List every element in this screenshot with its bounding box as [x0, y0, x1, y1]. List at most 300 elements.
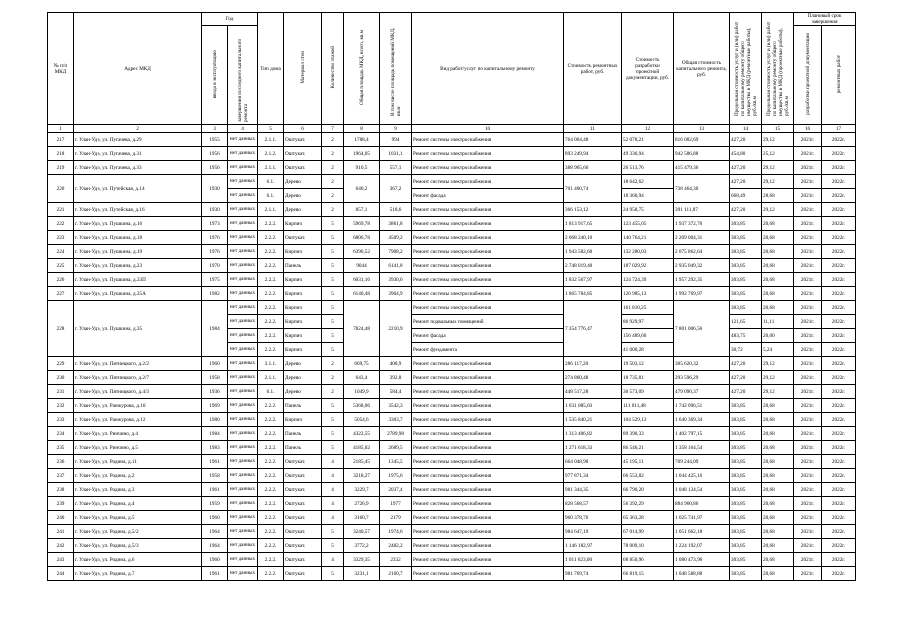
cell-t: 2.2.2. — [258, 539, 284, 553]
cell-f: 5 — [322, 259, 344, 273]
cell-l1: 303,85 — [730, 511, 762, 525]
cell-a2: 557,1 — [380, 161, 412, 175]
cell-c2: 65 363,28 — [622, 511, 674, 525]
cell-w: Ремонт системы электроснабжения — [412, 301, 564, 315]
cell-c3: 1 048 134,54 — [674, 483, 730, 497]
cell-a2: 2179 — [380, 511, 412, 525]
cell-l1: 427,20 — [730, 175, 762, 189]
cell-a1: 857,1 — [344, 203, 380, 217]
table-row — [48, 413, 856, 427]
cell-a2: 1977 — [380, 497, 412, 511]
cell-p2: 2022г. — [822, 147, 856, 161]
cell-f: 2 — [322, 133, 344, 147]
table-row — [48, 525, 856, 539]
cell-l2: 11,11 — [762, 315, 794, 329]
cell-l2: 20,68 — [762, 511, 794, 525]
cell-l2: 20,68 — [762, 273, 794, 287]
cell-f: 4 — [322, 511, 344, 525]
cell-l1: 303,85 — [730, 245, 762, 259]
cell-c1: 1 813 917,65 — [564, 217, 622, 231]
cell-n: 227 — [48, 287, 74, 301]
cell-a2: 408,9 — [380, 357, 412, 371]
cell-p1: 2021г. — [794, 385, 822, 399]
cell-p1: 2021г. — [794, 315, 822, 329]
cell-t: 2.2.2. — [258, 511, 284, 525]
cell-m: Оштукат. — [284, 567, 322, 581]
column-number: 7 — [322, 125, 344, 133]
cell-addr: г. Улан-Удэ, ул. Родина, д.5 — [74, 511, 202, 525]
cell-y2: нет данных — [228, 301, 258, 315]
cell-w: Ремонт системы электроснабжения — [412, 245, 564, 259]
cell-p2: 2022г. — [822, 413, 856, 427]
cell-f: 2 — [322, 189, 344, 203]
cell-w: Ремонт системы электроснабжения — [412, 217, 564, 231]
cell-p1: 2021г. — [794, 441, 822, 455]
cell-p2: 2022г. — [822, 525, 856, 539]
table-row — [48, 175, 856, 189]
column-number: 9 — [380, 125, 412, 133]
cell-addr: г. Улан-Удэ, ул. Родина, д.2 — [74, 469, 202, 483]
cell-y1: 1956 — [202, 147, 228, 161]
cell-c1: 274 860,48 — [564, 371, 622, 385]
cell-l2: 29,12 — [762, 175, 794, 189]
cell-a2: 3303,7 — [380, 413, 412, 427]
cell-m: Кирпич — [284, 301, 322, 315]
cell-c3: 942 586,88 — [674, 147, 730, 161]
cell-c2: 132 280,03 — [622, 245, 674, 259]
cell-f: 4 — [322, 553, 344, 567]
cell-c2: 18 360,94 — [622, 189, 674, 203]
cell-t: 2.1.1. — [258, 203, 284, 217]
cell-c2: 123 455,05 — [622, 217, 674, 231]
cell-t: 2.2.2. — [258, 245, 284, 259]
cell-c1: 701 460,74 — [564, 175, 622, 203]
cell-l2: 20,68 — [762, 441, 794, 455]
cell-m: Оштукат. — [284, 511, 322, 525]
cell-n: 236 — [48, 455, 74, 469]
cell-f: 4 — [322, 469, 344, 483]
cell-p1: 2021г. — [794, 329, 822, 343]
cell-a2: 3861,8 — [380, 217, 412, 231]
cell-c1: 981 769,74 — [564, 567, 622, 581]
cell-m: Дерево — [284, 385, 322, 399]
cell-l2: 28,68 — [762, 189, 794, 203]
cell-l1: 303,85 — [730, 301, 762, 315]
cell-w: Ремонт системы электроснабжения — [412, 371, 564, 385]
cell-p2: 2022г. — [822, 329, 856, 343]
cell-n: 241 — [48, 525, 74, 539]
cell-c2: 126 985,13 — [622, 287, 674, 301]
cell-p1: 2021г. — [794, 427, 822, 441]
cell-c2: 66 790,20 — [622, 483, 674, 497]
cell-a1: 4322,55 — [344, 427, 380, 441]
cell-f: 5 — [322, 301, 344, 315]
cell-l1: 303,85 — [730, 567, 762, 581]
column-number: 13 — [674, 125, 730, 133]
cell-addr: г. Улан-Удэ, ул. Пушкина, д.19 — [74, 245, 202, 259]
cell-p2: 2022г. — [822, 399, 856, 413]
cell-c1: 1 313 406,82 — [564, 427, 622, 441]
cell-c2: 187 029,92 — [622, 259, 674, 273]
header-year-built: ввода в эксплуатацию — [202, 26, 228, 125]
cell-c3: 7 801 006,56 — [674, 301, 730, 357]
cell-a1: 910,5 — [344, 161, 380, 175]
cell-w: Ремонт системы электроснабжения — [412, 203, 564, 217]
cell-c1: 1 865 784,85 — [564, 287, 622, 301]
cell-m: Оштукат. — [284, 539, 322, 553]
cell-l2: 20,68 — [762, 525, 794, 539]
cell-l2: 20,00 — [762, 329, 794, 343]
cell-y2: нет данных — [228, 497, 258, 511]
table-row — [48, 273, 856, 287]
cell-t: 6.1. — [258, 175, 284, 189]
cell-m: Панель — [284, 427, 322, 441]
cell-a2: 3904,9 — [380, 287, 412, 301]
cell-n: 235 — [48, 441, 74, 455]
cell-c2: 66 553,82 — [622, 469, 674, 483]
cell-w: Ремонт системы электроснабжения — [412, 497, 564, 511]
cell-a2: 1345,5 — [380, 455, 412, 469]
cell-c3: 884 960,86 — [674, 497, 730, 511]
cell-l1: 303,85 — [730, 441, 762, 455]
table-row — [48, 203, 856, 217]
cell-c3: 1 742 096,51 — [674, 399, 730, 413]
cell-y2: нет данных — [228, 539, 258, 553]
cell-n: 238 — [48, 483, 74, 497]
cell-c2: 78 009,10 — [622, 539, 674, 553]
cell-y2: нет данных — [228, 133, 258, 147]
cell-f: 4 — [322, 483, 344, 497]
cell-p2: 2022г. — [822, 259, 856, 273]
cell-p1: 2021г. — [794, 301, 822, 315]
cell-p1: 2021г. — [794, 287, 822, 301]
cell-a2: 2210,9 — [380, 301, 412, 357]
cell-l1: 303,85 — [730, 539, 762, 553]
cell-a2: 518,6 — [380, 203, 412, 217]
cell-c3: 1 044 425,16 — [674, 469, 730, 483]
cell-l2: 20,68 — [762, 567, 794, 581]
cell-n: 237 — [48, 469, 74, 483]
cell-p1: 2021г. — [794, 133, 822, 147]
cell-l2: 20,68 — [762, 399, 794, 413]
cell-a1: 669,75 — [344, 357, 380, 371]
cell-t: 2.2.2. — [258, 483, 284, 497]
cell-addr: г. Улан-Удэ, ул. Пугачева, д.31 — [74, 147, 202, 161]
cell-m: Оштукат. — [284, 483, 322, 497]
cell-p2: 2022г. — [822, 469, 856, 483]
cell-l2: 20,68 — [762, 469, 794, 483]
cell-l2: 29,12 — [762, 161, 794, 175]
cell-f: 2 — [322, 203, 344, 217]
cell-a1: 1049,9 — [344, 385, 380, 399]
cell-t: 2.2.2. — [258, 567, 284, 581]
cell-c2: 56 392,29 — [622, 497, 674, 511]
cell-c1: 2 068 240,10 — [564, 231, 622, 245]
cell-m: Оштукат. — [284, 231, 322, 245]
cell-c2: 156 489,60 — [622, 329, 674, 343]
cell-y1: 1958 — [202, 469, 228, 483]
column-number: 6 — [284, 125, 322, 133]
cell-y2: нет данных — [228, 273, 258, 287]
cell-f: 2 — [322, 371, 344, 385]
cell-y1: 1964 — [202, 525, 228, 539]
cell-c3: 2 209 004,31 — [674, 231, 730, 245]
cell-a2: 392,8 — [380, 371, 412, 385]
cell-a1: 3329,35 — [344, 553, 380, 567]
cell-w: Ремонт системы электроснабжения — [412, 525, 564, 539]
cell-m: Кирпич — [284, 273, 322, 287]
cell-c3: 1 048 588,88 — [674, 567, 730, 581]
cell-c1: 286 117,20 — [564, 357, 622, 371]
cell-c1: 664 048,98 — [564, 455, 622, 469]
cell-c3: 305 620,32 — [674, 357, 730, 371]
cell-n: 223 — [48, 231, 74, 245]
repair-table — [47, 12, 856, 581]
cell-p2: 2022г. — [822, 385, 856, 399]
cell-y1: 1975 — [202, 273, 228, 287]
cell-t: 2.2.2. — [258, 273, 284, 287]
cell-l2: 29,12 — [762, 133, 794, 147]
column-number: 1 — [48, 125, 74, 133]
cell-m: Оштукат. — [284, 497, 322, 511]
header-res-area: В том числе площадь помещений МКД, кв.м — [380, 13, 412, 125]
cell-c2: 68 850,96 — [622, 553, 674, 567]
cell-w: Ремонт системы электроснабжения — [412, 161, 564, 175]
cell-p2: 2022г. — [822, 175, 856, 189]
cell-t: 6.1. — [258, 385, 284, 399]
cell-c3: 1 957 292,35 — [674, 273, 730, 287]
cell-l2: 20,68 — [762, 455, 794, 469]
cell-addr: г. Улан-Удэ, ул. Ринчино, д.4 — [74, 427, 202, 441]
cell-t: 2.2.2. — [258, 329, 284, 343]
cell-addr: г. Улан-Удэ, ул. Путейская, д.14 — [74, 175, 202, 203]
cell-c1: 960 378,70 — [564, 511, 622, 525]
header-year-group: Год — [202, 13, 258, 26]
cell-t: 2.2.2. — [258, 553, 284, 567]
cell-y1: 1984 — [202, 301, 228, 357]
cell-l1: 303,85 — [730, 259, 762, 273]
cell-y1: 1960 — [202, 357, 228, 371]
cell-c1: 1 832 567,97 — [564, 273, 622, 287]
cell-t: 2.1.1. — [258, 133, 284, 147]
cell-c2: 26 513,76 — [622, 161, 674, 175]
cell-c3: 1 080 473,96 — [674, 553, 730, 567]
cell-n: 220 — [48, 175, 74, 203]
cell-a2: 367,2 — [380, 175, 412, 203]
cell-c1: 977 871,34 — [564, 469, 622, 483]
cell-m: Оштукат. — [284, 133, 322, 147]
cell-c3: 1 992 769,97 — [674, 287, 730, 301]
cell-c3: 2 075 862,64 — [674, 245, 730, 259]
cell-c1: 1 631 085,03 — [564, 399, 622, 413]
cell-a1: 2185,45 — [344, 455, 380, 469]
cell-c2: 66 819,15 — [622, 567, 674, 581]
table-row — [48, 469, 856, 483]
cell-y1: 1969 — [202, 399, 228, 413]
cell-a2: 1031,1 — [380, 147, 412, 161]
table-row — [48, 217, 856, 231]
cell-l2: 20,68 — [762, 245, 794, 259]
cell-c1: 893 249,94 — [564, 147, 622, 161]
cell-l2: 29,12 — [762, 203, 794, 217]
cell-addr: г. Улан-Удэ, ул. Ранжурова, д.12 — [74, 413, 202, 427]
cell-l1: 303,85 — [730, 525, 762, 539]
header-design-cost: Стоимость разработки проектной документации, руб. — [622, 13, 674, 125]
cell-p2: 2022г. — [822, 231, 856, 245]
cell-t: 2.2.2. — [258, 525, 284, 539]
cell-m: Панель — [284, 259, 322, 273]
cell-w: Ремонт системы электроснабжения — [412, 455, 564, 469]
cell-n: 240 — [48, 511, 74, 525]
table-row — [48, 441, 856, 455]
column-number: 14 — [730, 125, 762, 133]
cell-a1: 643,4 — [344, 371, 380, 385]
cell-a2: 994 — [380, 133, 412, 147]
table-row — [48, 427, 856, 441]
header-limit-design: Предельная стоимость услуг и (или) работ по капитальному ремонту общего имущества в МКД (проектные работы), руб./кв.м — [762, 13, 794, 125]
cell-l1: 427,20 — [730, 203, 762, 217]
cell-p1: 2021г. — [794, 497, 822, 511]
cell-y1: 1960 — [202, 553, 228, 567]
cell-p1: 2021г. — [794, 175, 822, 189]
cell-y2: нет данных — [228, 287, 258, 301]
cell-c1: 366 153,12 — [564, 203, 622, 217]
cell-w: Ремонт системы электроснабжения — [412, 133, 564, 147]
cell-y1: 1984 — [202, 427, 228, 441]
cell-f: 5 — [322, 245, 344, 259]
cell-l1: 303,85 — [730, 553, 762, 567]
cell-t: 2.2.2. — [258, 413, 284, 427]
cell-c1: 1 535 840,21 — [564, 413, 622, 427]
cell-f: 4 — [322, 455, 344, 469]
table-row — [48, 553, 856, 567]
cell-addr: г. Улан-Удэ, ул. Пугачева, д.29 — [74, 133, 202, 147]
cell-y1: 1961 — [202, 483, 228, 497]
cell-c3: 1 224 192,07 — [674, 539, 730, 553]
cell-addr: г. Улан-Удэ, ул. Родина, д.5/2 — [74, 525, 202, 539]
cell-y1: 1956 — [202, 161, 228, 175]
cell-m: Оштукат. — [284, 147, 322, 161]
cell-l1: 483,75 — [730, 329, 762, 343]
cell-a1: 3240,57 — [344, 525, 380, 539]
cell-a1: 3160,7 — [344, 511, 380, 525]
table-row — [48, 385, 856, 399]
cell-m: Дерево — [284, 371, 322, 385]
cell-y2: нет данных — [228, 469, 258, 483]
cell-f: 5 — [322, 539, 344, 553]
cell-t: 3.1.1. — [258, 357, 284, 371]
cell-l2: 25,12 — [762, 147, 794, 161]
cell-m: Дерево — [284, 189, 322, 203]
cell-a2: 2332 — [380, 553, 412, 567]
table-row — [48, 371, 856, 385]
cell-y2: нет данных — [228, 147, 258, 161]
cell-n: 219 — [48, 161, 74, 175]
cell-p2: 2022г. — [822, 357, 856, 371]
cell-n: 228 — [48, 301, 74, 357]
cell-a1: 640,2 — [344, 175, 380, 203]
cell-l2: 20,68 — [762, 539, 794, 553]
cell-l2: 29,12 — [762, 357, 794, 371]
column-number-row — [48, 125, 856, 133]
cell-p2: 2022г. — [822, 455, 856, 469]
cell-y2: нет данных — [228, 231, 258, 245]
cell-c3: 816 082,69 — [674, 133, 730, 147]
cell-c2: 67 014,99 — [622, 525, 674, 539]
cell-y1: 1930 — [202, 175, 228, 203]
cell-a2: 4509,2 — [380, 231, 412, 245]
cell-w: Ремонт системы электроснабжения — [412, 441, 564, 455]
cell-c2: 86 929,97 — [622, 315, 674, 329]
header-year-repair: завершения последнего капитального ремонта — [228, 26, 258, 125]
cell-y2: нет данных — [228, 371, 258, 385]
cell-a1: 3218,27 — [344, 469, 380, 483]
cell-a2: 1975,6 — [380, 469, 412, 483]
cell-c2: 104 529,13 — [622, 413, 674, 427]
cell-addr: г. Улан-Удэ, ул. Пятницкого, д.4/3 — [74, 385, 202, 399]
cell-n: 230 — [48, 371, 74, 385]
cell-p2: 2022г. — [822, 133, 856, 147]
cell-y1: 1970 — [202, 259, 228, 273]
cell-c1: 1 943 582,60 — [564, 245, 622, 259]
cell-addr: г. Улан-Удэ, ул. Пугачева, д.33 — [74, 161, 202, 175]
cell-w: Ремонт системы электроснабжения — [412, 427, 564, 441]
cell-a1: 1964,05 — [344, 147, 380, 161]
cell-l1: 303,85 — [730, 399, 762, 413]
cell-n: 221 — [48, 203, 74, 217]
cell-p1: 2021г. — [794, 245, 822, 259]
cell-c3: 415 479,36 — [674, 161, 730, 175]
cell-y2: нет данных — [228, 217, 258, 231]
header-work-type: Вид работ/услуг по капитальному ремонту — [412, 13, 564, 125]
cell-c2: 89 390,33 — [622, 427, 674, 441]
cell-l2: 20,68 — [762, 413, 794, 427]
cell-l2: 20,68 — [762, 217, 794, 231]
table-row — [48, 231, 856, 245]
cell-m: Кирпич — [284, 413, 322, 427]
cell-a1: 9044 — [344, 259, 380, 273]
cell-f: 5 — [322, 343, 344, 357]
cell-y1: 1983 — [202, 441, 228, 455]
column-number: 12 — [622, 125, 674, 133]
cell-f: 5 — [322, 231, 344, 245]
cell-p2: 2022г. — [822, 441, 856, 455]
cell-a2: 6141,8 — [380, 259, 412, 273]
cell-a2: 2689,5 — [380, 441, 412, 455]
cell-l1: 30,72 — [730, 343, 762, 357]
cell-c3: 2 935 049,32 — [674, 259, 730, 273]
header-total-area: Общая площадь МКД, всего, кв.м — [344, 13, 380, 125]
cell-m: Кирпич — [284, 287, 322, 301]
cell-p1: 2021г. — [794, 525, 822, 539]
cell-p2: 2022г. — [822, 301, 856, 315]
cell-addr: г. Улан-Удэ, ул. Ринчино, д.5 — [74, 441, 202, 455]
cell-y2: нет данных — [228, 203, 258, 217]
cell-c1: 1 271 618,33 — [564, 441, 622, 455]
table-row — [48, 567, 856, 581]
cell-c1: 2 748 019,40 — [564, 259, 622, 273]
cell-y2: нет данных — [228, 343, 258, 357]
header-total-cost: Общая стоимость капитального ремонта, руб. — [674, 13, 730, 125]
cell-m: Кирпич — [284, 343, 322, 357]
cell-addr: г. Улан-Удэ, ул. Пушкина, д.23 — [74, 259, 202, 273]
table-row — [48, 147, 856, 161]
cell-a1: 4185,02 — [344, 441, 380, 455]
cell-y2: нет данных — [228, 553, 258, 567]
cell-a1: 7824,48 — [344, 301, 380, 357]
table-row — [48, 245, 856, 259]
cell-a1: 3229,7 — [344, 483, 380, 497]
